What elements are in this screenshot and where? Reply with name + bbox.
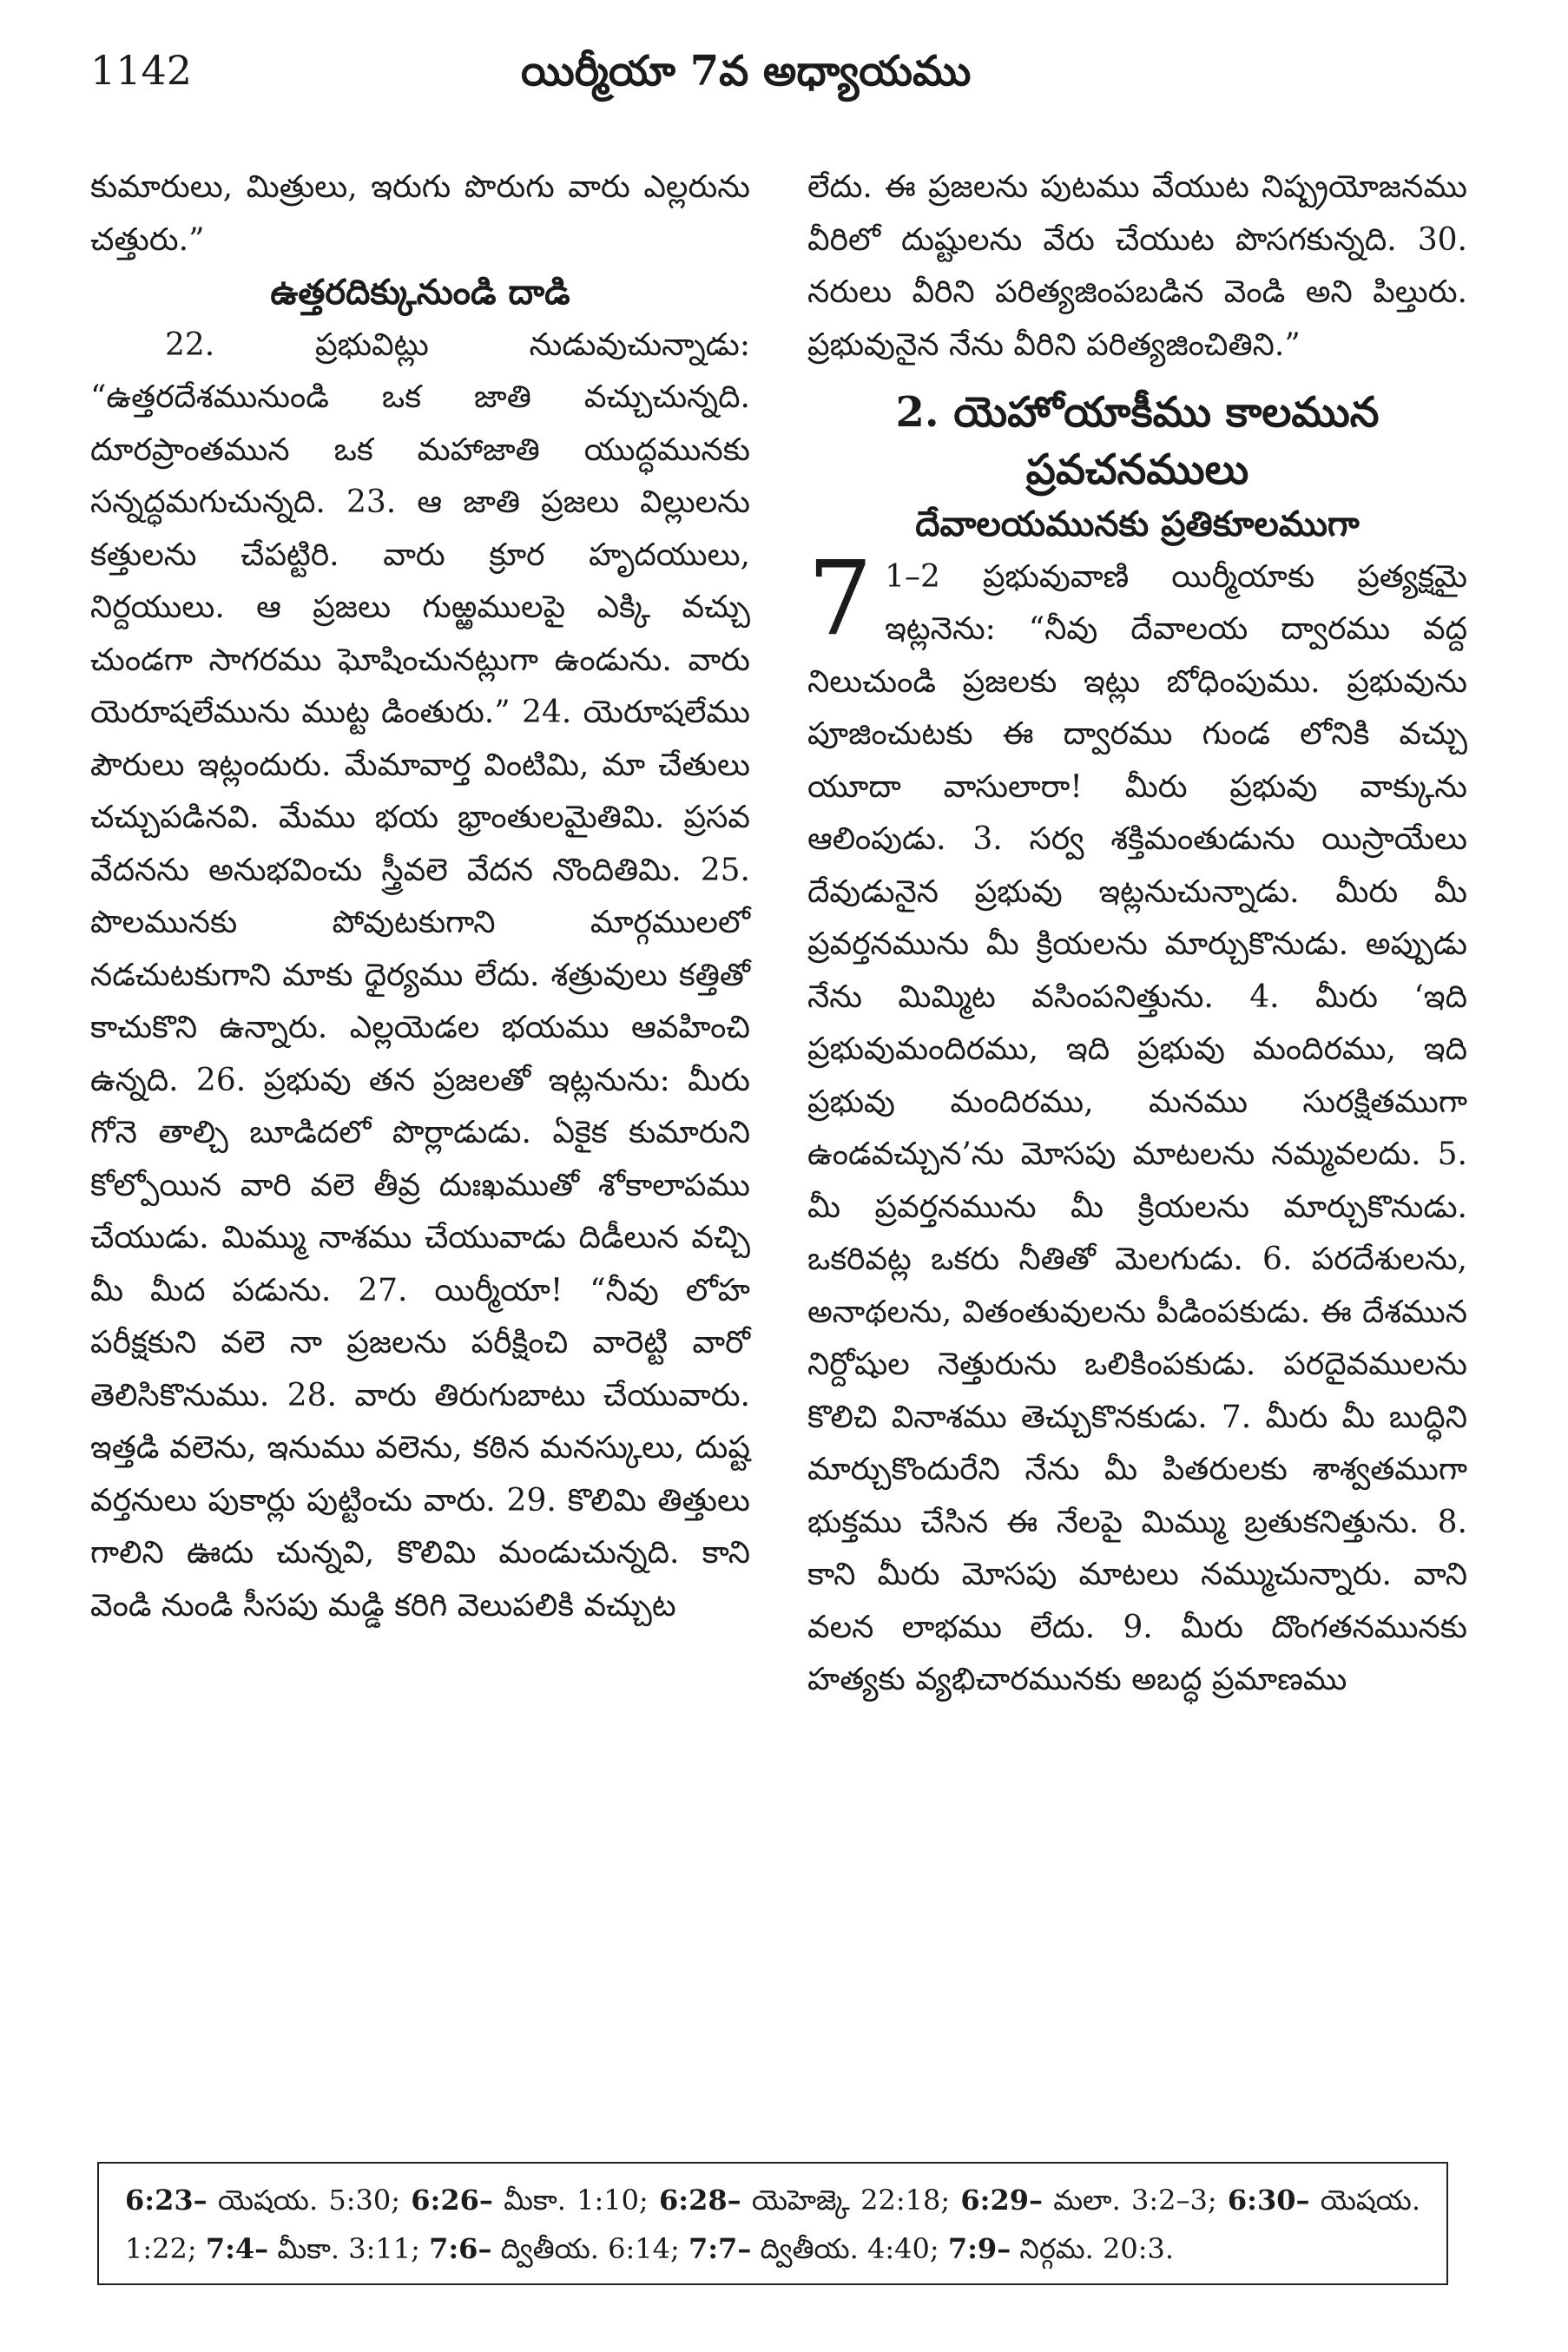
footnote (206, 2232, 429, 2265)
paragraph: 1–2 ప్రభువువాణి యిర్మీయాకు ప్రత్యక్షమై ఇట్లనెను: “నీవు దేవాలయ ద్వారము వద్ద నిలుచుండి ప్రజలకు ఇట్లు బోధింపుము. ప్రభువును పూజించుటకు ఈ ద్వారము గుండ లోనికి వచ్చు యూదా వాసులారా! మీరు ప్రభువు వాక్కును ఆలింపుడు. 3. సర్వ శక్తిమంతుడును యిస్రాయేలు దేవుడునైన ప్రభువు ఇట్లనుచున్నాడు. మీరు మీ ప్రవర్తనమును మీ క్రియలను మార్చుకొనుడు. అప్పుడు నేను మిమ్మిట వసింపనిత్తును. 4. మీరు ‘ఇది ప్రభువుమందిరము, ఇది ప్రభువు మందిరము, ఇది ప్రభువు మందిరము, మనము సురక్షితముగా ఉండవచ్చున’ను మోసపు మాటలను నమ్మవలదు. 5. మీ ప్రవర్తనమును మీ క్రియలను మార్చుకొనుడు. ఒకరివట్ల ఒకరు నీతితో మెలగుడు. 6. పరదేశులను, అనాథలను, వితంతువులను పీడింపకుడు. ఈ దేశమున నిర్దోషుల నెత్తురును ఒలికింపకుడు. పరదైవములను కొలిచి వినాశము తెచ్చుకొనకుడు. 7. మీరు మీ బుద్ధిని మార్చుకొందురేని నేను మీ పితరులకు శాశ్వతముగా భుక్తము చేసిన ఈ నేలపై మిమ్ము బ్రతుకనిత్తును. 8. కాని మీరు మోసపు మాటలు నమ్ముచున్నారు. వాని వలన లాభము లేదు. 9. మీరు దొంగతనమునకు హత్యకు వ్యభిచారమునకు అబద్ధ ప్రమాణము (807, 558, 1467, 1697)
footnote (429, 2232, 688, 2265)
footnote-text: ద్వితీయ. 6:14; (491, 2232, 688, 2265)
footnote-text: ద్వితీయ. 4:40; (751, 2232, 948, 2265)
footnote (688, 2232, 948, 2265)
footnote-text: మీకా. 3:11; (268, 2232, 430, 2265)
paragraph: 22. ప్రభువిట్లు నుడువుచున్నాడు: “ఉత్తరదేశమునుండి ఒక జాతి వచ్చుచున్నది. దూరప్రాంతమున ఒక మహాజాతి యుద్ధమునకు సన్నద్ధమగుచున్నది. 23. ఆ జాతి ప్రజలు విల్లులను కత్తులను చేపట్టిరి. వారు క్రూర హృదయులు, నిర్దయులు. ఆ ప్రజలు గుఱ్ఱములపై ఎక్కి వచ్చు చుండగా సాగరము ఘోషించునట్లుగా ఉండును. వారు యెరూషలేమును ముట్ట డింతురు.” 24. యెరూషలేము పౌరులు ఇట్లందురు. మేమావార్త వింటిమి, మా చేతులు చచ్చుపడినవి. మేము భయ భ్రాంతులమైతిమి. ప్రసవ వేదనను అనుభవించు స్త్రీవలె వేదన నొందితిమి. 25. పొలమునకు పోవుటకుగాని మార్గములలో నడచుటకుగాని మాకు ధైర్యము లేదు. శత్రువులు కత్తితో కాచుకొని ఉన్నారు. ఎల్లయెడల భయము ఆవహించి ఉన్నది. 26. ప్రభువు తన ప్రజలతో ఇట్లనును: మీరు గోనె తాల్చి బూడిదలో పొర్లాడుడు. ఏకైక కుమారుని కోల్పోయిన వారి వలె తీవ్ర దుఃఖముతో శోకాలాపము చేయుడు. మిమ్ము నాశము చేయువాడు దిడీలున వచ్చి మీ మీద పడును. 27. యిర్మీయా! “నీవు లోహ పరీక్షకుని వలె నా ప్రజలను పరీక్షించి వారెట్టి వారో తెలిసికొనుము. 28. వారు తిరుగుబాటు చేయువారు. ఇత్తడి వలెను, ఇనుము వలెను, కఠిన మనస్కులు, దుష్ట వర్తనులు పుకార్లు పుట్టించు వారు. 29. కొలిమి తిత్తులు గాలిని ఊదు చున్నవి, కొలిమి మండుచున్నది. కాని వెండి నుండి సీసపు మడ్డి కరిగి వెలుపలికి వచ్చుట (90, 326, 750, 1624)
footnote-text: మలా. 3:2–3; (1042, 2184, 1228, 2217)
footnote-ref: 7:4– (205, 2232, 269, 2265)
left-column (90, 161, 750, 1632)
footnote (948, 2232, 1174, 2265)
footnote-text: నిర్గమ. 20:3. (1011, 2232, 1175, 2265)
right-column (807, 161, 1467, 1707)
footnote-ref: 6:29– (960, 2184, 1043, 2217)
paragraph: లేదు. ఈ ప్రజలను పుటము వేయుట నిష్ప్రయోజనము వీరిలో దుష్టులను వేరు చేయుట పొసగకున్నది. 30. నరులు వీరిని పరిత్యజింపబడిన వెండి అని పిల్తురు. ప్రభువునైన నేను వీరిని పరిత్యజించితిని.” (807, 169, 1467, 363)
footnote-ref: 7:6– (429, 2232, 492, 2265)
page-number: 1142 (90, 47, 193, 94)
footnote (125, 2184, 411, 2217)
footnote-ref: 6:23– (125, 2184, 208, 2217)
footnote-ref: 6:30– (1227, 2184, 1310, 2217)
chapter-paragraph (807, 537, 1467, 1707)
chapter-number: 7 (807, 537, 873, 658)
footnote-ref: 7:9– (947, 2232, 1011, 2265)
footnote (960, 2184, 1228, 2217)
footnote-text: యెషయ. 1:22; (125, 2184, 1420, 2265)
footnote-ref: 6:28– (658, 2184, 741, 2217)
running-title: యిర్మీయా 7వ అధ్యాయము (521, 47, 972, 96)
footnote-ref: 6:26– (411, 2184, 493, 2217)
footnote-box (97, 2162, 1448, 2285)
footnote-text: యెషయ. 5:30; (207, 2184, 412, 2217)
footnote (659, 2184, 960, 2217)
footnote-text: యెహెజ్కె 22:18; (741, 2184, 961, 2217)
section-title: 2. యెహోయాకీము కాలమున ప్రవచనములు (895, 388, 1380, 494)
footnote-ref: 7:7– (688, 2232, 752, 2265)
subheading: దేవాలయమునకు ప్రతికూలముగా (915, 504, 1360, 544)
footnote-text: మీకా. 1:10; (492, 2184, 659, 2217)
subheading: ఉత్తరదిక్కునుండి దాడి (270, 272, 570, 313)
paragraph: కుమారులు, మిత్రులు, ఇరుగు పొరుగు వారు ఎల్లరును చత్తురు.” (90, 169, 750, 258)
footnote (411, 2184, 659, 2217)
